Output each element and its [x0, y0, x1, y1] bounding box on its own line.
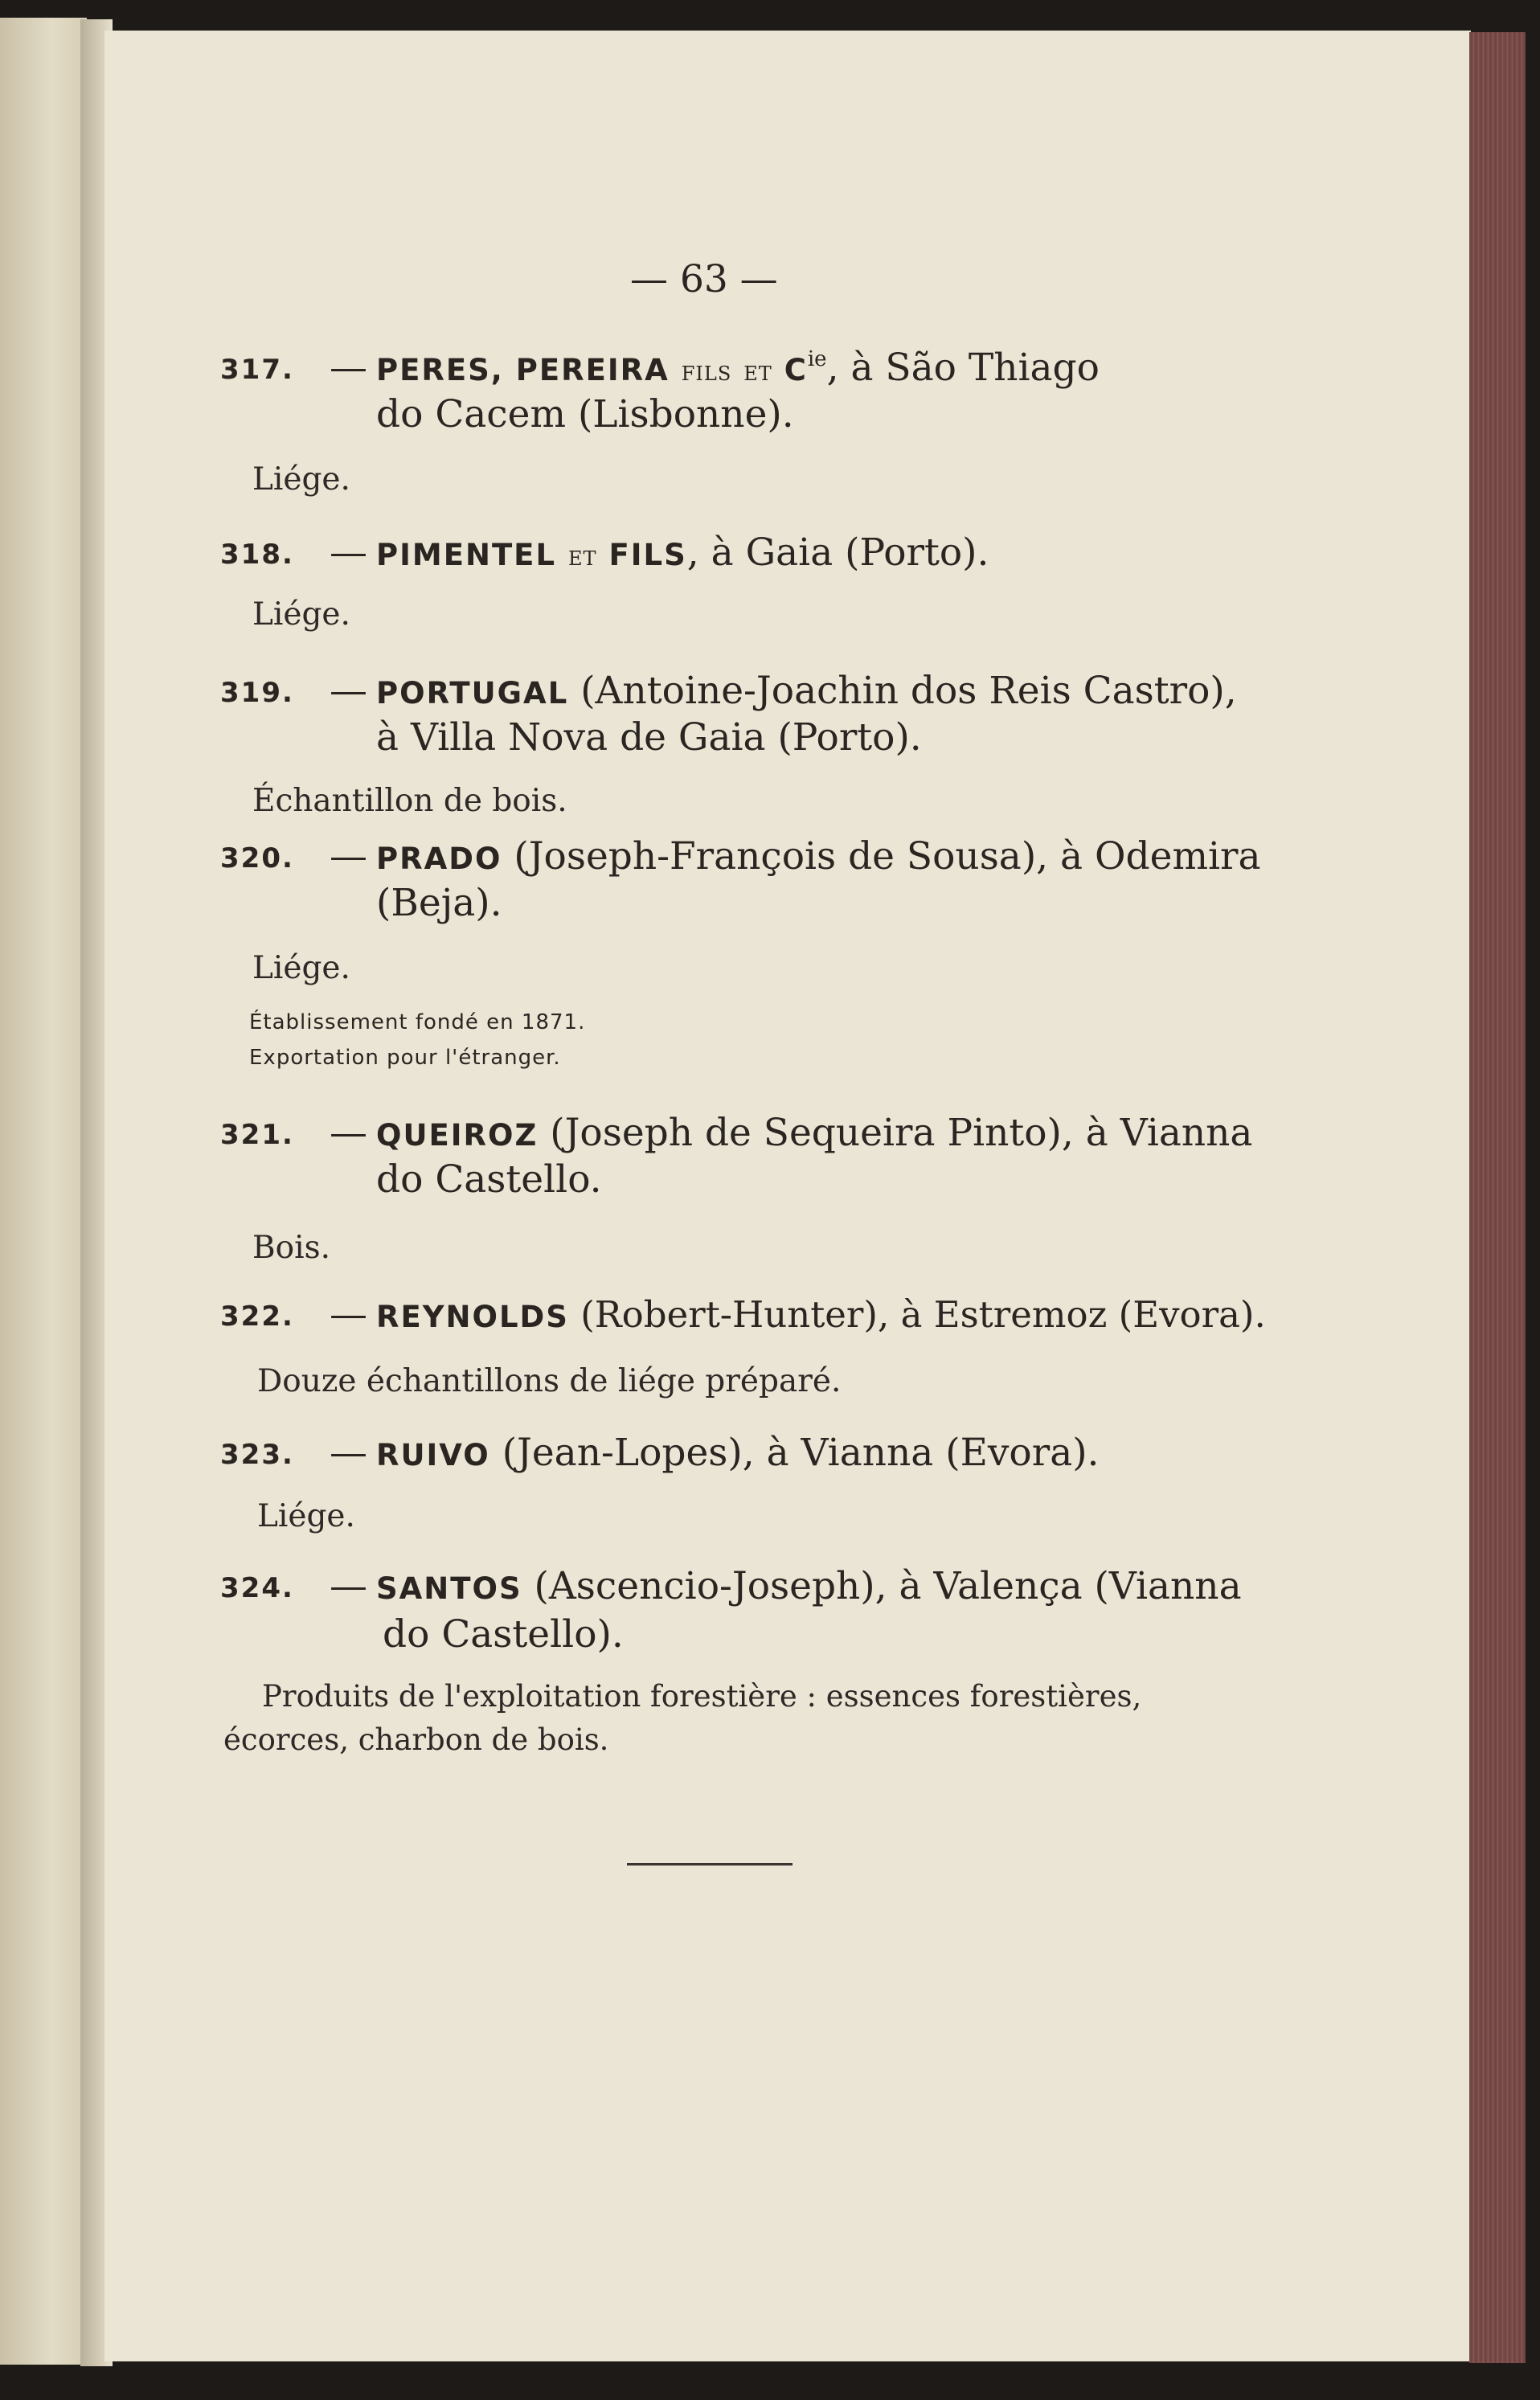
entry-dash: —	[330, 1564, 367, 1608]
entry-heading: RUIVO (Jean-Lopes), à Vianna (Evora).	[376, 1431, 1100, 1475]
entry-heading: PIMENTEL et FILS, à Gaia (Porto).	[376, 530, 989, 575]
entry-heading: PERES, PEREIRA fils et $C^{ie}$, à São Thiago	[376, 346, 1100, 390]
entry-note: Liége.	[257, 1498, 355, 1534]
entry-note: Produits de l'exploitation forestière : essences forestières,	[262, 1679, 1142, 1714]
entry-dash: —	[330, 530, 367, 575]
entry-number: 318.	[220, 539, 294, 571]
entry-dash: —	[330, 669, 367, 713]
entry-note: Douze échantillons de liége préparé.	[257, 1363, 842, 1399]
entry-heading: PRADO (Joseph-François de Sousa), à Odemira	[376, 834, 1261, 878]
entry-dash: —	[330, 1292, 367, 1337]
entry-name: REYNOLDS	[376, 1300, 569, 1334]
entry-line2: do Castello.	[376, 1157, 602, 1202]
entry-heading: SANTOS (Ascencio-Joseph), à Valença (Vianna	[376, 1564, 1242, 1608]
entry-line2: (Beja).	[376, 881, 502, 925]
entry-name: SANTOS	[376, 1571, 522, 1606]
entry-note: Bois.	[252, 1230, 331, 1266]
entry-number: 324.	[220, 1572, 294, 1604]
entry-number: 317.	[220, 354, 294, 386]
entry-number: 322.	[220, 1300, 294, 1333]
entry-heading: REYNOLDS (Robert-Hunter), à Estremoz (Evora).	[376, 1293, 1266, 1336]
entry-note: Liége.	[252, 596, 350, 633]
entry-note: Liége.	[252, 950, 350, 986]
entry-heading: QUEIROZ (Joseph de Sequeira Pinto), à Vianna	[376, 1111, 1253, 1155]
entry-line2: do Cacem (Lisbonne).	[376, 392, 794, 436]
entry-heading: PORTUGAL (Antoine-Joachin dos Reis Castro),	[376, 669, 1237, 713]
entry-extra: Établissement fondé en 1871.	[249, 1010, 586, 1034]
entry-name: PERES, PEREIRA	[376, 353, 670, 387]
entry-line2: à Villa Nova de Gaia (Porto).	[376, 715, 922, 760]
entry-name: PRADO	[376, 842, 502, 876]
entry-note: Liége.	[252, 461, 350, 498]
entry-dash: —	[330, 834, 367, 878]
entry-number: 323.	[220, 1439, 294, 1471]
entry-note: écorces, charbon de bois.	[223, 1722, 609, 1757]
entry-name: PIMENTEL	[376, 538, 557, 572]
entry-dash: —	[330, 1431, 367, 1475]
page-number: — 63 —	[630, 257, 778, 301]
entry-number: 320.	[220, 842, 294, 874]
end-rule	[627, 1863, 793, 1866]
entry-dash: —	[330, 346, 367, 390]
entry-dash: —	[330, 1111, 367, 1155]
entry-name: PORTUGAL	[376, 676, 569, 711]
entry-name: QUEIROZ	[376, 1118, 539, 1153]
entry-line2: do Castello).	[383, 1612, 624, 1657]
entry-note: Échantillon de bois.	[252, 783, 567, 819]
entry-name: RUIVO	[376, 1438, 490, 1472]
entry-number: 319.	[220, 677, 294, 709]
entry-extra: Exportation pour l'étranger.	[249, 1046, 561, 1070]
entry-number: 321.	[220, 1119, 294, 1151]
